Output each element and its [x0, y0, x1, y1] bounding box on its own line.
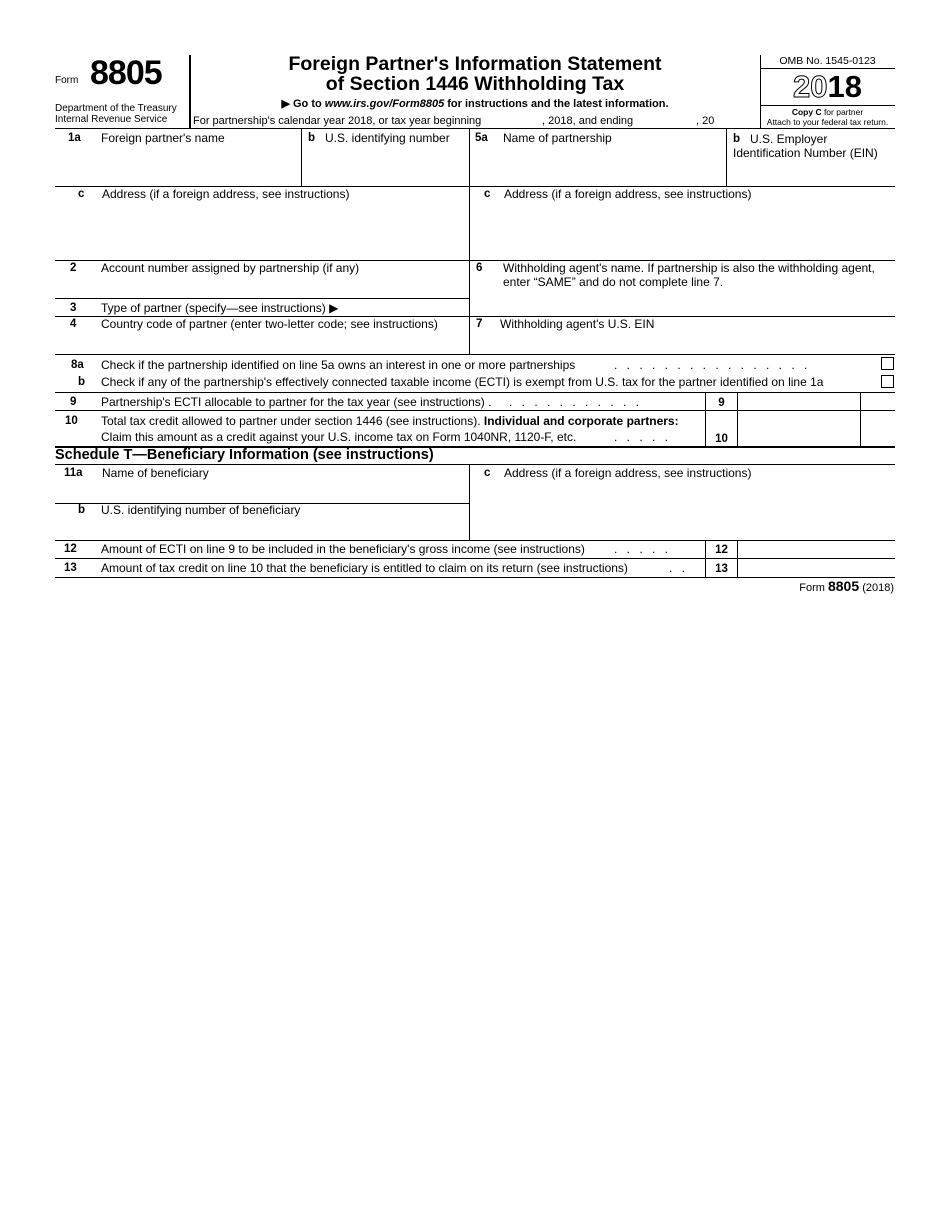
- leader-dots: . . . . .: [614, 430, 672, 444]
- irs-name: Internal Revenue Service: [55, 114, 168, 125]
- tax-year: 2018: [793, 69, 862, 104]
- leader-dots: . .: [669, 561, 689, 575]
- goto-instructions: ▶ Go to www.irs.gov/Form8805 for instructions and the latest information.: [281, 98, 669, 110]
- partnership-address-field[interactable]: [500, 202, 892, 258]
- form-footer: Form 8805 (2018): [799, 578, 894, 594]
- partnership-ein-field[interactable]: [730, 162, 892, 184]
- leader-dots: . . . . . . . . . . . . . . . .: [614, 358, 811, 372]
- line-8b-checkbox[interactable]: [881, 375, 894, 388]
- line-12-amount-field[interactable]: [738, 541, 893, 557]
- partnership-ein-label-2: Identification Number (EIN): [733, 146, 878, 160]
- line-8a-label: Check if the partnership identified on line 5a owns an interest in one or more partnerships: [101, 358, 576, 372]
- line-10-label: Total tax credit allowed to partner under section 1446 (see instructions). Individual and corporate partners:: [101, 414, 679, 428]
- line-number: b: [78, 376, 86, 388]
- tax-year-text: For partnership's calendar year 2018, or tax year beginning: [193, 115, 482, 127]
- line-number: b: [733, 133, 741, 145]
- line-10-box-number: 10: [715, 433, 728, 445]
- partnership-ein-label-1: U.S. Employer: [750, 132, 828, 146]
- line-number: 12: [64, 543, 77, 555]
- tax-year-end-century: , 20: [696, 115, 715, 127]
- withholding-agent-ein-field[interactable]: [500, 332, 892, 352]
- beneficiary-id-label: U.S. identifying number of beneficiary: [101, 503, 301, 517]
- tax-year-begin-field[interactable]: [480, 113, 540, 127]
- line-number: 6: [476, 262, 483, 274]
- line-number: 8a: [71, 359, 84, 371]
- leader-dots: . . . . . . . . . . .: [509, 395, 643, 409]
- partnership-name-label: Name of partnership: [503, 131, 612, 145]
- line-number: 4: [70, 318, 77, 330]
- line-9-label: Partnership's ECTI allocable to partner for the tax year (see instructions) .: [101, 395, 492, 409]
- form-title-line2: of Section 1446 Withholding Tax: [325, 73, 625, 95]
- withholding-agent-name-label-2: enter “SAME” and do not complete line 7.: [503, 275, 724, 289]
- beneficiary-address-label: Address (if a foreign address, see instructions): [504, 466, 752, 480]
- line-number: 2: [70, 262, 77, 274]
- country-code-field[interactable]: [100, 332, 465, 352]
- tax-year-end-field[interactable]: [635, 113, 695, 127]
- us-identifying-number-label: U.S. identifying number: [325, 131, 450, 145]
- line-12-box-number: 12: [715, 544, 728, 556]
- copy-c-label: Copy C for partner: [791, 107, 864, 117]
- partner-type-field[interactable]: [355, 299, 467, 315]
- line-13-label: Amount of tax credit on line 10 that the beneficiary is entitled to claim on its return (see instructions): [101, 561, 628, 575]
- line-8b-label: Check if any of the partnership's effectively connected taxable income (ECTI) is exempt from U.S. tax for the partner identified on line 1a: [101, 375, 824, 389]
- line-number: c: [484, 188, 491, 200]
- form-title-line1: Foreign Partner's Information Statement: [288, 53, 662, 75]
- partner-address-field[interactable]: [100, 202, 465, 258]
- dept-treasury: Department of the Treasury: [55, 103, 177, 114]
- beneficiary-address-field[interactable]: [500, 481, 892, 537]
- omb-number: OMB No. 1545-0123: [779, 55, 876, 67]
- line-9-cents-field[interactable]: [861, 393, 894, 409]
- line-number: 9: [70, 396, 77, 408]
- foreign-partner-name-field[interactable]: [100, 146, 300, 184]
- line-number: c: [78, 188, 85, 200]
- beneficiary-name-label: Name of beneficiary: [102, 466, 209, 480]
- schedule-t-title: Schedule T—Beneficiary Information (see instructions): [55, 447, 434, 463]
- form-number: 8805: [90, 54, 162, 92]
- line-number: 3: [70, 302, 77, 314]
- tax-year-mid: , 2018, and ending: [542, 115, 634, 127]
- line-number: b: [78, 504, 86, 516]
- country-code-label: Country code of partner (enter two-letter code; see instructions): [101, 317, 438, 331]
- line-13-box-number: 13: [715, 563, 728, 575]
- line-13-amount-field[interactable]: [738, 559, 893, 576]
- partnership-address-label: Address (if a foreign address, see instructions): [504, 187, 752, 201]
- line-9-box-number: 9: [718, 397, 725, 409]
- withholding-agent-name-label-1: Withholding agent's name. If partnership is also the withholding agent,: [503, 261, 875, 275]
- line-10-amount-field[interactable]: [738, 411, 860, 445]
- line-9-amount-field[interactable]: [738, 393, 860, 409]
- form-label: Form: [55, 75, 79, 86]
- line-10-label-2: Claim this amount as a credit against your U.S. income tax on Form 1040NR, 1120-F, etc.: [101, 430, 577, 444]
- line-12-label: Amount of ECTI on line 9 to be included in the beneficiary's gross income (see instructions): [101, 542, 585, 556]
- line-number: 11a: [64, 467, 83, 479]
- line-number: 7: [476, 318, 483, 330]
- partner-address-label: Address (if a foreign address, see instructions): [102, 187, 350, 201]
- beneficiary-id-field[interactable]: [100, 518, 465, 538]
- partner-type-label: Type of partner (specify—see instructions) ▶: [101, 301, 339, 315]
- line-number: c: [484, 467, 491, 479]
- leader-dots: . . . . .: [614, 542, 672, 556]
- line-number: 13: [64, 562, 77, 574]
- withholding-agent-ein-label: Withholding agent's U.S. EIN: [500, 317, 655, 331]
- withholding-agent-name-field[interactable]: [500, 291, 892, 315]
- account-number-field[interactable]: [100, 276, 465, 296]
- foreign-partner-name-label: Foreign partner's name: [101, 131, 225, 145]
- line-10-cents-field[interactable]: [861, 411, 894, 445]
- us-identifying-number-field[interactable]: [305, 146, 467, 184]
- line-number: b: [308, 132, 316, 144]
- line-number: 5a: [475, 132, 488, 144]
- line-number: 1a: [68, 132, 81, 144]
- irs-url-link[interactable]: www.irs.gov/Form8805: [324, 98, 445, 110]
- attach-note: Attach to your federal tax return.: [766, 117, 889, 127]
- beneficiary-name-field[interactable]: [100, 481, 465, 501]
- partnership-name-field[interactable]: [500, 146, 724, 184]
- account-number-label: Account number assigned by partnership (if any): [101, 261, 360, 275]
- line-8a-checkbox[interactable]: [881, 357, 894, 370]
- line-number: 10: [65, 415, 78, 427]
